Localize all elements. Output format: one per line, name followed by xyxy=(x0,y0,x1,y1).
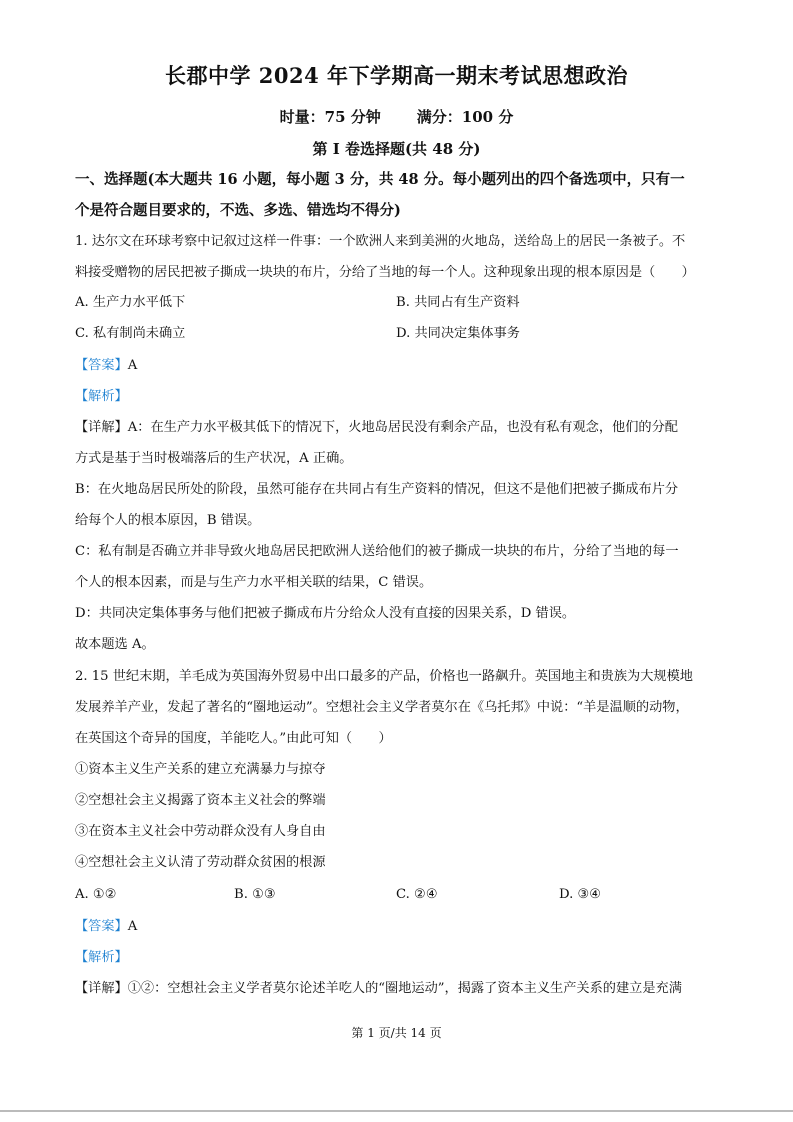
q2-option-c: C. ②④ xyxy=(396,887,438,902)
q2-detail-line-1 xyxy=(75,979,725,999)
q1-detail-line-2: 方式是基于当时极端落后的生产状况，A 正确。 xyxy=(75,451,353,466)
q2-statement-3: ③在资本主义社会中劳动群众没有人身自由 xyxy=(75,824,326,839)
q1-detail-line-1 xyxy=(75,418,725,438)
q2-stem-line-3: 在英国这个奇异的国度，羊能吃人。”由此可知（ ） xyxy=(75,731,392,746)
page-title: 长郡中学 2024 年下学期高一期末考试思想政治 xyxy=(164,63,629,88)
q2-answer-value: A xyxy=(127,919,138,934)
part1-intro-line-2: 个是符合题目要求的，不选、多选、错选均不得分) xyxy=(75,202,401,219)
analysis-tag: 【解析】 xyxy=(75,950,128,965)
analysis-tag: 【解析】 xyxy=(75,389,128,404)
q2-stem-line-2: 发展养羊产业，发起了著名的“圈地运动”。空想社会主义学者莫尔在《乌托邦》中说：“羊是温顺的动物， xyxy=(75,700,689,715)
q1-conclusion: 故本题选 A。 xyxy=(75,637,155,652)
answer-tag: 【答案】 xyxy=(75,358,128,373)
q2-stem-line-1: 2. 15 世纪末期，羊毛成为英国海外贸易中出口最多的产品，价格也一路飙升。英国地主和贵族为大规模地 xyxy=(75,669,693,684)
detail-tag: 【详解】 xyxy=(75,420,128,435)
q1-option-c: C. 私有制尚未确立 xyxy=(75,326,186,341)
q2-statement-2: ②空想社会主义揭露了资本主义社会的弊端 xyxy=(75,793,326,808)
q1-detail-line-6: 个人的根本因素，而是与生产力水平相关联的结果，C 错误。 xyxy=(75,575,433,590)
q1-stem-line-2: 料接受赠物的居民把被子撕成一块块的布片，分给了当地的每一个人。这种现象出现的根本原因是（ ） xyxy=(75,265,695,280)
page-bottom-divider xyxy=(0,1110,793,1112)
q1-answer xyxy=(75,356,725,376)
full-score: 满分：100 分 xyxy=(416,108,514,126)
q2-analysis xyxy=(75,948,725,968)
exam-meta xyxy=(0,106,793,127)
q1-detail-line-7: D：共同决定集体事务与他们把被子撕成布片分给众人没有直接的因果关系，D 错误。 xyxy=(75,606,576,621)
part1-intro-line-1: 一、选择题(本大题共 16 小题，每小题 3 分，共 48 分。每小题列出的四个备选项中，只有一 xyxy=(75,171,685,188)
section-title: 第 I 卷选择题(共 48 分) xyxy=(312,140,481,158)
q1-detail-line-5: C：私有制是否确立并非导致火地岛居民把欧洲人送给他们的被子撕成一块块的布片，分给了当地的每一 xyxy=(75,544,679,559)
q2-detail-text-1: ①②：空想社会主义学者莫尔论述羊吃人的“圈地运动”，揭露了资本主义生产关系的建立是充满 xyxy=(127,981,682,996)
q1-option-d: D. 共同决定集体事务 xyxy=(396,326,520,341)
q2-statement-4: ④空想社会主义认清了劳动群众贫困的根源 xyxy=(75,855,326,870)
q1-option-a: A. 生产力水平低下 xyxy=(75,295,186,310)
q2-option-b: B. ①③ xyxy=(234,887,276,902)
q2-answer xyxy=(75,917,725,937)
q2-option-a: A. ①② xyxy=(75,887,117,902)
time-limit: 时量：75 分钟 xyxy=(279,108,381,126)
q2-statement-1: ①资本主义生产关系的建立充满暴力与掠夺 xyxy=(75,762,326,777)
q1-stem-line-1: 1. 达尔文在环球考察中记叙过这样一件事：一个欧洲人来到美洲的火地岛，送给岛上的居民一条被子。不 xyxy=(75,234,686,249)
q1-answer-value: A xyxy=(127,358,138,373)
q1-option-b: B. 共同占有生产资料 xyxy=(396,295,520,310)
q1-analysis xyxy=(75,387,725,407)
q2-option-d: D. ③④ xyxy=(559,887,602,902)
q1-detail-line-3: B：在火地岛居民所处的阶段，虽然可能存在共同占有生产资料的情况，但这不是他们把被子撕成布片分 xyxy=(75,482,679,497)
page-number: 第 1 页/共 14 页 xyxy=(351,1026,442,1040)
detail-tag: 【详解】 xyxy=(75,981,128,996)
answer-tag: 【答案】 xyxy=(75,919,128,934)
q1-detail-text-1: A：在生产力水平极其低下的情况下，火地岛居民没有剩余产品，也没有私有观念，他们的分配 xyxy=(127,420,678,435)
q1-detail-line-4: 给每个人的根本原因，B 错误。 xyxy=(75,513,261,528)
